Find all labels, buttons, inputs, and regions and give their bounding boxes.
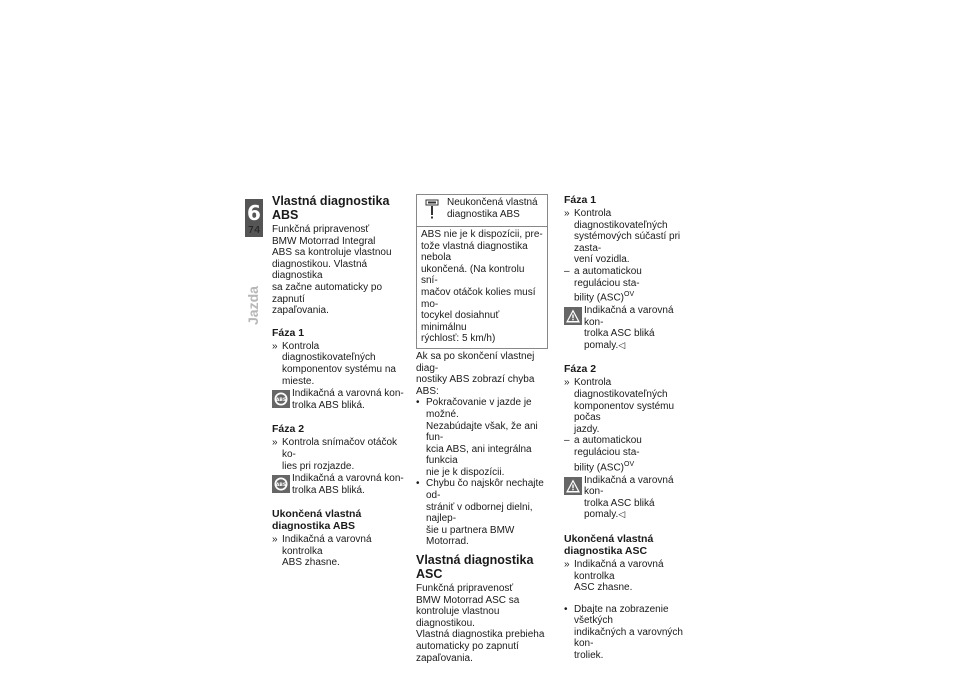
column-3 — [564, 194, 688, 662]
step-marker: » — [272, 534, 278, 546]
asc-phase1-title: Fáza 1 — [564, 194, 597, 206]
asc-phase1-dash: – a automatickou reguláciou sta- bility (ASC)$^{OV}$ — [564, 265, 642, 304]
svg-text:ABS: ABS — [275, 397, 287, 403]
column-1 — [272, 194, 405, 569]
abs-warning-icon — [272, 390, 290, 408]
column-2 — [416, 194, 548, 664]
bullet-marker: • — [416, 478, 420, 490]
step-marker: » — [564, 558, 570, 570]
chapter-tab — [245, 199, 263, 237]
abs-phase1-step: » Kontrola diagnostikovateľných komponentov systému na mieste. — [272, 340, 396, 387]
note-box-header: Neukončená vlastná diagnostika ABS — [417, 195, 547, 227]
svg-text:ABS: ABS — [275, 482, 287, 488]
section-title-abs: Vlastná diagnostika ABS — [272, 194, 390, 222]
side-chapter-title: Jazda — [245, 286, 261, 325]
abs-warning-icon — [272, 475, 290, 493]
section-title-asc: Vlastná diagnostika ASC — [416, 553, 534, 582]
step-marker: » — [272, 437, 278, 449]
abs-phase2-step: » Kontrola snímačov otáčok ko- lies pri rozjazde. — [272, 437, 398, 472]
note-box — [416, 194, 548, 349]
end-marker: ◁ — [618, 339, 626, 350]
note-icon — [425, 199, 439, 219]
bullet-item: • Dbajte na zobrazenie všetkých indikačných a varovných kon- troliek. — [564, 603, 683, 662]
asc-phase2-indicator: Indikačná a varovná kon- trolka ASC bliká pomaly.◁ — [564, 475, 688, 521]
abs-phase2-indicator: ABS Indikačná a varovná kon- trolka ABS bliká. — [272, 473, 405, 496]
asc-phase2-title: Fáza 2 — [564, 363, 597, 376]
dash-marker: – — [564, 435, 570, 447]
asc-warning-triangle-icon — [564, 307, 582, 325]
step-marker: » — [272, 340, 278, 352]
chapter-number: 6 — [247, 201, 261, 225]
asc-phase1-indicator: Indikačná a varovná kon- trolka ASC bliká pomaly.◁ — [564, 305, 688, 351]
abs-intro: Funkčná pripravenosť BMW Motorrad Integral ABS sa kontroluje vlastnou diagnostikou. Vlastná diagnostika sa začne automaticky po zapnutí zapaľovania. — [272, 224, 392, 317]
asc-intro: Funkčná pripravenosť BMW Motorrad ASC sa kontroluje vlastnou diagnostikou. Vlastná diagnostika prebieha automaticky po zapnutí zapaľovania. — [416, 583, 545, 664]
asc-phase2-step: » Kontrola diagnostikovateľných komponentov systému počas jazdy. — [564, 377, 675, 435]
step-marker: » — [564, 377, 570, 389]
note-box-body: ABS nie je k dispozícii, pre- tože vlastná diagnostika nebola ukončená. (Na kontrolu sní- mačov otáčok kolies musí mo- tocykel dosiahnuť minimálnu rýchlosť: 5 km/h) — [421, 229, 543, 345]
abs-end-step: » Indikačná a varovná kontrolka ABS zhasne. — [272, 534, 372, 569]
page-number: 74 — [247, 225, 261, 236]
asc-phase1-step: » Kontrola diagnostikovateľných systémových súčastí pri zasta- vení vozidla. — [564, 208, 681, 266]
asc-warning-triangle-icon — [564, 477, 582, 495]
abs-phase1-title: Fáza 1 — [272, 326, 305, 339]
dash-marker: – — [564, 265, 570, 277]
step-marker: » — [564, 208, 570, 219]
asc-end-step: » Indikačná a varovná kontrolka ASC zhasne. — [564, 558, 664, 594]
abs-end-title: Ukončená vlastná diagnostika ABS — [272, 508, 362, 533]
bullet-marker: • — [564, 603, 568, 615]
abs-phase1-indicator: ABS Indikačná a varovná kon- trolka ABS bliká. — [272, 388, 405, 411]
asc-end-title: Ukončená vlastná diagnostika ASC — [564, 532, 654, 557]
bullet-item: • Chybu čo najskôr nechajte od- strániť v odbornej dielni, najlep- šie u partnera BMW Motorrad. — [416, 478, 544, 548]
bullet-marker: • — [416, 397, 420, 409]
end-marker: ◁ — [618, 509, 626, 520]
asc-phase2-dash: – a automatickou reguláciou sta- bility (ASC)$^{OV}$ — [564, 435, 642, 473]
abs-fault-text: Ak sa po skončení vlastnej diag- nostiky ABS zobrazí chyba ABS: — [416, 350, 535, 397]
bullet-item: • Pokračovanie v jazde je možné. Nezabúdajte však, že ani fun- kcia ABS, ani integrálna funkcia nie je k dispozícii. — [416, 397, 538, 478]
abs-phase2-title: Fáza 2 — [272, 423, 305, 436]
